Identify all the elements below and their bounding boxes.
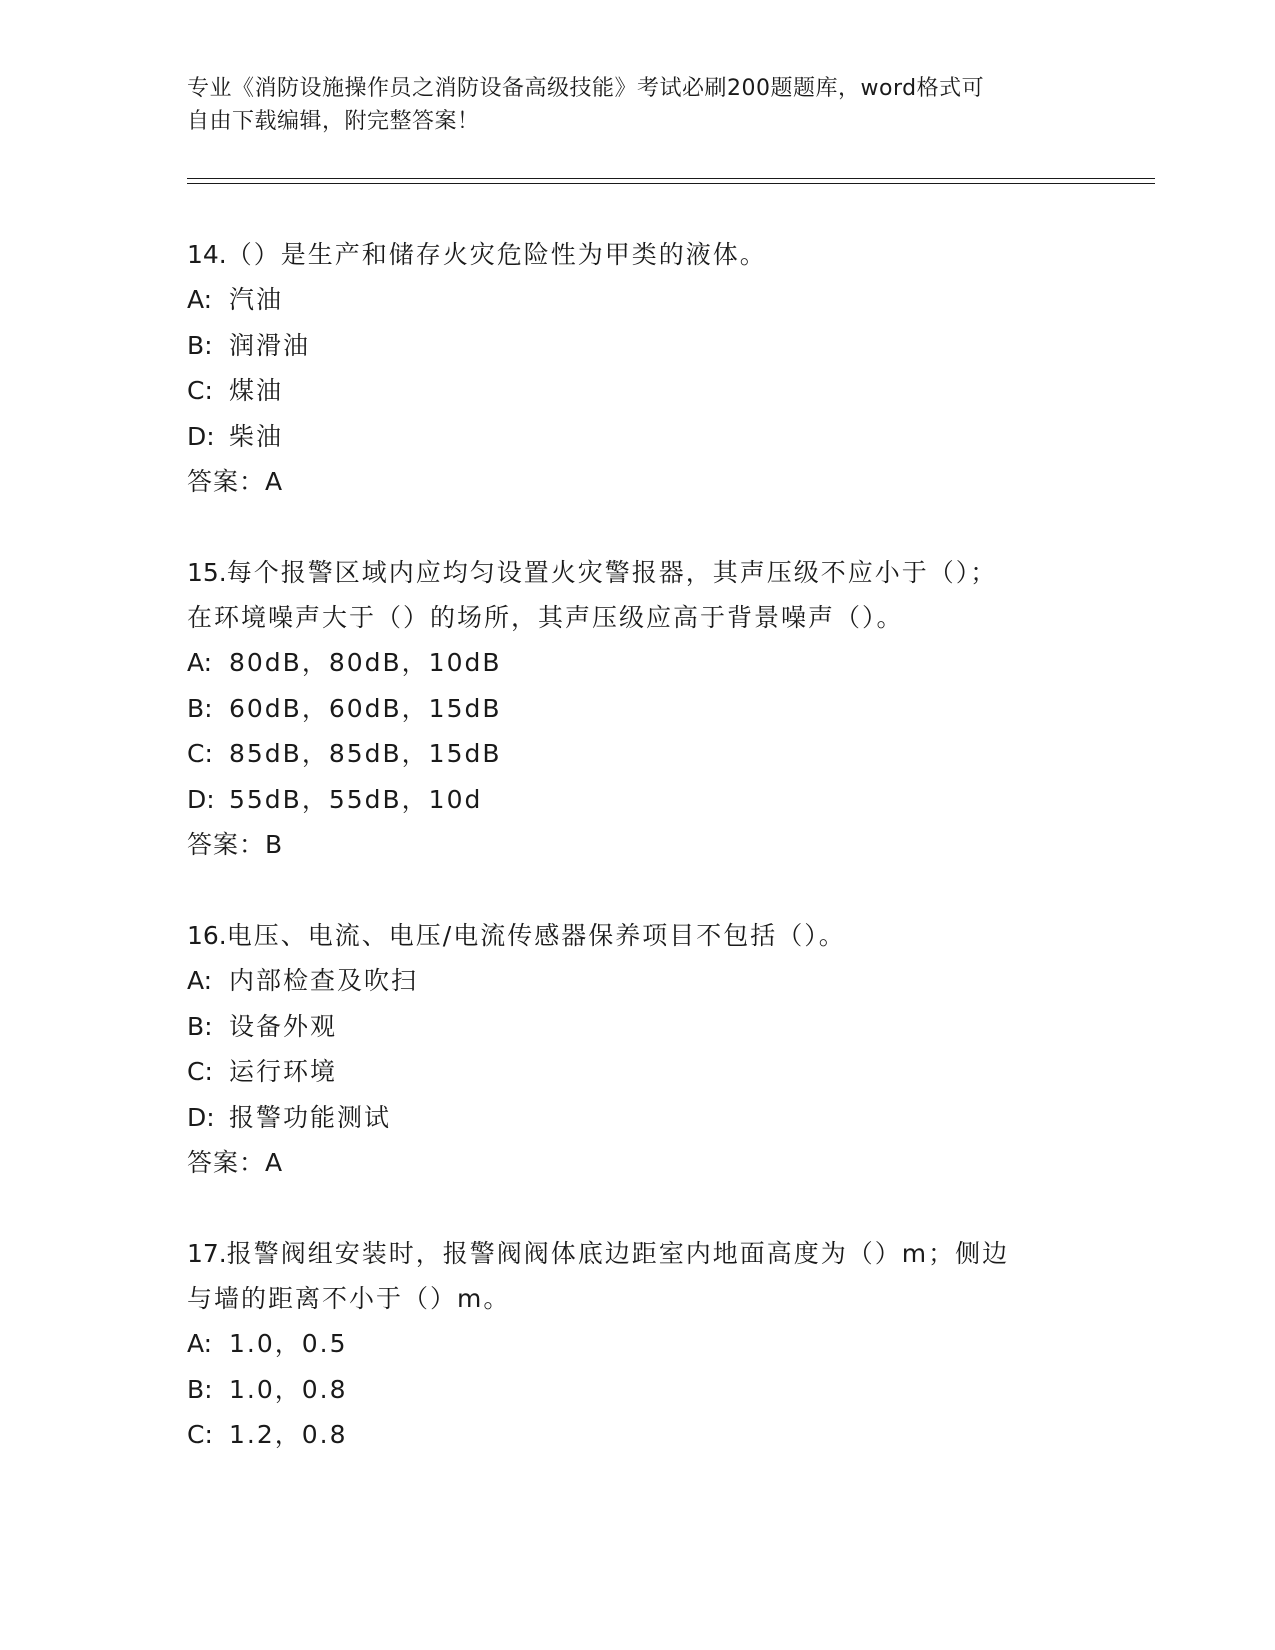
question-block xyxy=(187,1231,1067,1458)
document-header xyxy=(187,72,1067,138)
answer-key: 答案：B xyxy=(187,830,284,859)
question-number: 16. xyxy=(187,921,227,950)
answer-option xyxy=(187,323,1067,369)
option-text: 内部检查及吹扫 xyxy=(229,966,419,995)
question-stem-text: （）是生产和储存火灾危险性为甲类的液体。 xyxy=(226,240,767,269)
answer-option xyxy=(187,686,1067,732)
header-divider-bottom xyxy=(187,183,1155,184)
question-stem-text: 电压、电流、电压/电流传感器保养项目不包括（）。 xyxy=(226,921,846,950)
option-text: 运行环境 xyxy=(229,1057,338,1086)
option-letter: A: xyxy=(187,285,213,314)
header-divider-top xyxy=(187,178,1155,179)
option-text: 80dB，80dB，10dB xyxy=(229,648,502,677)
option-text: 煤油 xyxy=(229,376,284,405)
answer-option xyxy=(187,777,1067,823)
option-letter: C: xyxy=(187,1057,213,1086)
answer-option xyxy=(187,640,1067,686)
option-letter: C: xyxy=(187,739,213,768)
answer-option xyxy=(187,414,1067,460)
answer-key: 答案：A xyxy=(187,1148,284,1177)
answer-key: 答案：A xyxy=(187,467,284,496)
question-stem-text: 在环境噪声大于（）的场所，其声压级应高于背景噪声（）。 xyxy=(187,603,904,632)
answer-option xyxy=(187,1412,1067,1458)
option-letter: A: xyxy=(187,966,213,995)
option-letter: B: xyxy=(187,1011,213,1041)
answer-option xyxy=(187,1367,1067,1413)
option-text: 85dB，85dB，15dB xyxy=(229,739,502,768)
question-list xyxy=(187,232,1067,1504)
option-text: 60dB，60dB，15dB xyxy=(229,693,502,723)
option-text: 1.0，0.5 xyxy=(229,1329,348,1358)
answer-option xyxy=(187,1004,1067,1050)
question-stem-text: 与墙的距离不小于（）m。 xyxy=(187,1284,511,1313)
question-stem-text: 报警阀组安装时，报警阀阀体底边距室内地面高度为（）m；侧边 xyxy=(226,1239,1010,1268)
option-text: 柴油 xyxy=(229,421,284,451)
option-text: 1.0，0.8 xyxy=(229,1374,348,1404)
question-stem-line xyxy=(187,913,1067,958)
option-text: 55dB，55dB，10d xyxy=(229,784,483,814)
option-text: 1.2，0.8 xyxy=(229,1420,348,1449)
question-stem-line xyxy=(187,595,1067,640)
option-text: 报警功能测试 xyxy=(229,1102,392,1132)
option-letter: B: xyxy=(187,1374,213,1404)
option-letter: D: xyxy=(187,421,215,451)
question-block xyxy=(187,550,1067,867)
option-text: 设备外观 xyxy=(229,1011,338,1041)
option-letter: B: xyxy=(187,330,213,360)
answer-option xyxy=(187,958,1067,1004)
option-letter: C: xyxy=(187,376,213,405)
answer-option xyxy=(187,731,1067,777)
question-stem-line xyxy=(187,232,1067,277)
answer-option xyxy=(187,1321,1067,1367)
question-stem-line xyxy=(187,550,1067,595)
option-letter: C: xyxy=(187,1420,213,1449)
question-stem-line xyxy=(187,1276,1067,1321)
header-line-2: 自由下载编辑，附完整答案！ xyxy=(187,109,480,134)
question-number: 15. xyxy=(187,558,227,587)
question-stem-line xyxy=(187,1231,1067,1276)
question-number: 14. xyxy=(187,240,227,269)
question-number: 17. xyxy=(187,1239,227,1268)
answer-option xyxy=(187,277,1067,323)
question-block xyxy=(187,913,1067,1185)
answer-option xyxy=(187,1049,1067,1095)
option-letter: A: xyxy=(187,1329,213,1358)
question-block xyxy=(187,232,1067,504)
question-stem-text: 每个报警区域内应均匀设置火灾警报器，其声压级不应小于（）； xyxy=(226,558,998,587)
header-line-1: 专业《消防设施操作员之消防设备高级技能》考试必刷200题题库，word格式可 xyxy=(187,76,985,101)
option-letter: D: xyxy=(187,1102,215,1132)
answer-option xyxy=(187,368,1067,414)
answer-option xyxy=(187,1095,1067,1141)
option-letter: A: xyxy=(187,648,213,677)
option-letter: B: xyxy=(187,693,213,723)
option-letter: D: xyxy=(187,784,215,814)
option-text: 润滑油 xyxy=(229,330,311,360)
option-text: 汽油 xyxy=(229,285,284,314)
